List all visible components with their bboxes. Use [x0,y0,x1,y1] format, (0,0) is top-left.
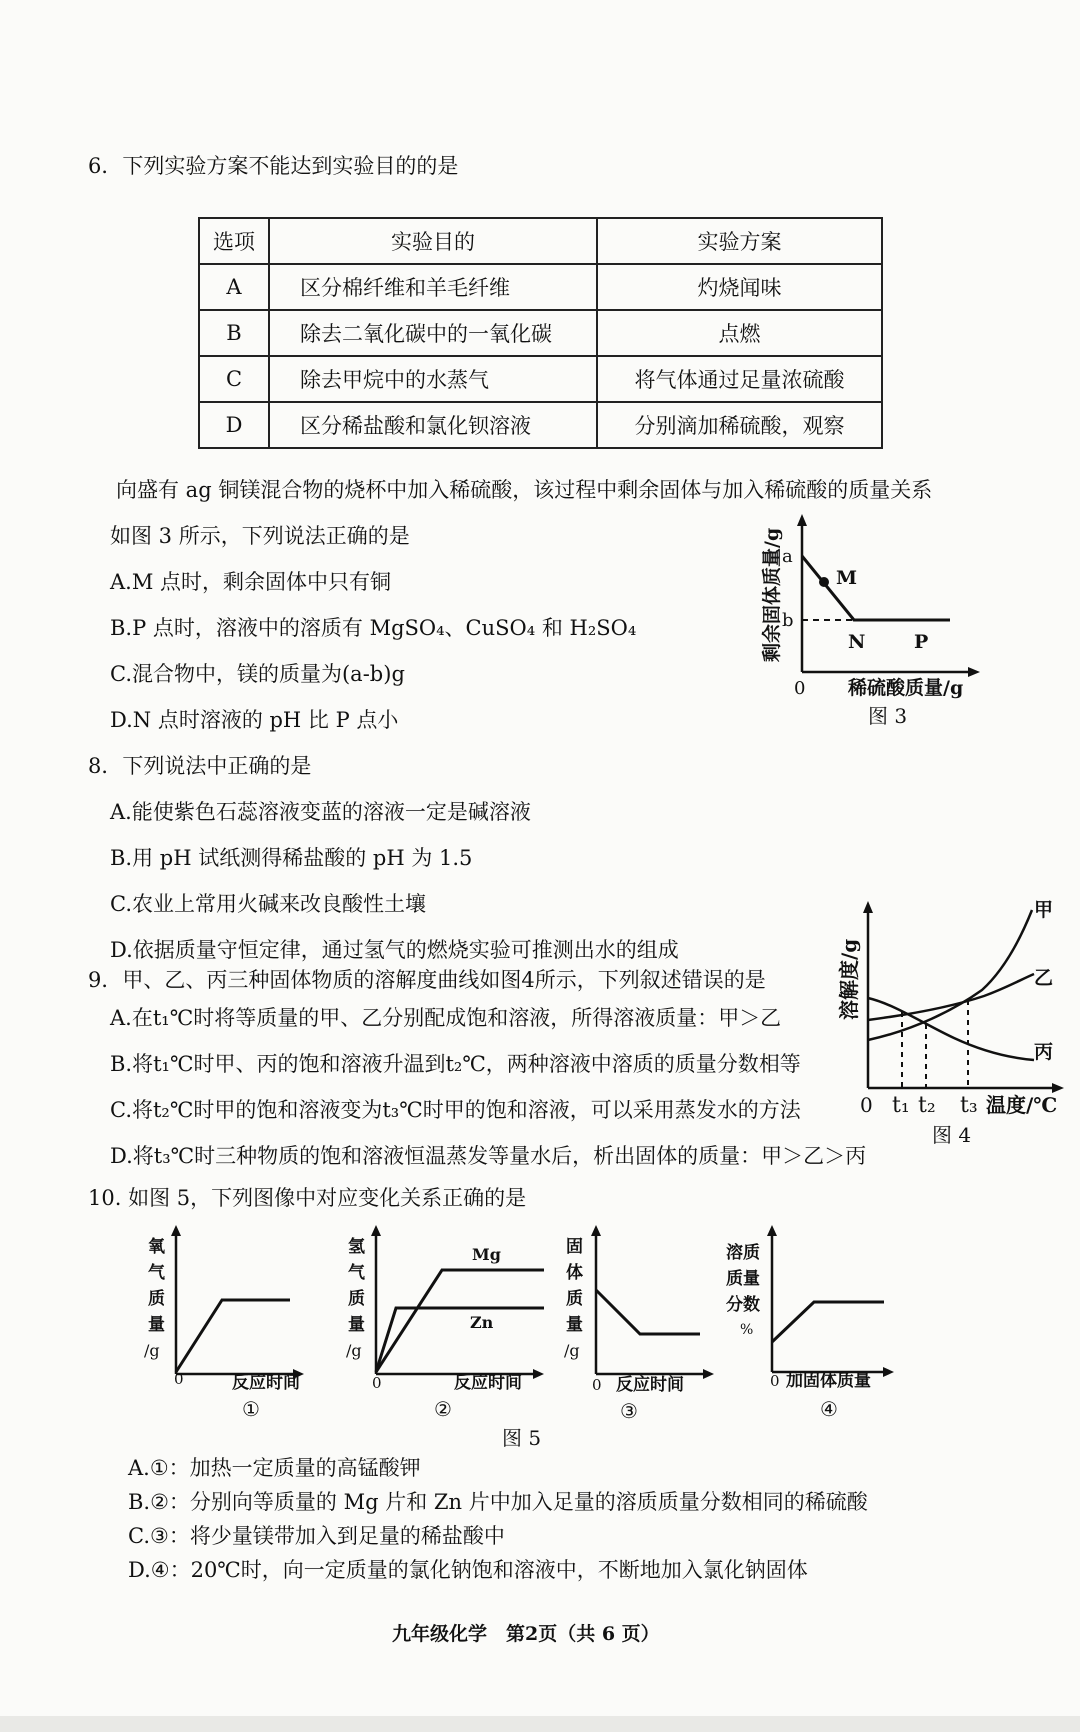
row-plan: 点燃 [597,310,882,356]
figure-caption: 图 4 [932,1123,972,1147]
row-plan: 分别滴加稀硫酸，观察 [597,402,882,448]
x-axis-label: 温度/℃ [986,1093,1058,1117]
origin-label: 0 [372,1374,382,1392]
label-m: M [836,567,858,589]
scan-bottom-edge [0,1716,1080,1732]
y-label-char: 气 [148,1263,165,1283]
label-t1: t₁ [892,1093,910,1118]
q8-stem: 8．下列说法中正确的是 [88,754,312,778]
table-row [199,356,882,402]
y-label-char: 固 [566,1237,583,1257]
table-row [199,402,882,448]
q9-stem: 9．甲、乙、丙三种固体物质的溶解度曲线如图4所示，下列叙述错误的是 [88,968,766,992]
row-purpose: 区分稀盐酸和氯化钡溶液 [269,402,597,448]
header-purpose: 实验目的 [269,218,597,264]
x-axis-label: 稀硫酸质量/g [848,677,964,699]
zn-curve [376,1308,544,1372]
y-axis-arrow [767,1225,777,1236]
x-axis-arrow [1052,1083,1064,1093]
row-purpose: 除去二氧化碳中的一氧化碳 [269,310,597,356]
q10-stem: 10. 如图 5，下列图像中对应变化关系正确的是 [88,1186,527,1210]
label-a: a [782,546,793,567]
y-label-char: 量 [348,1315,365,1335]
x-axis-label: 加固体质量 [786,1371,871,1391]
y-label-unit: /g [144,1341,160,1360]
y-label-line: 质量 [726,1269,760,1289]
q7-option-c: C.混合物中，镁的质量为(a-b)g [110,662,405,686]
y-label-char: 量 [566,1315,583,1335]
origin-label: 0 [770,1372,780,1390]
x-axis-arrow [703,1369,714,1379]
q7-option-d: D.N 点时溶液的 pH 比 P 点小 [110,708,399,732]
row-purpose: 除去甲烷中的水蒸气 [269,356,597,402]
table-row [199,264,882,310]
q10-option-c: C.③：将少量镁带加入到足量的稀盐酸中 [128,1524,505,1548]
label-bing: 丙 [1034,1041,1054,1063]
y-label-unit: % [740,1322,754,1338]
row-option: C [199,356,269,402]
graph-number: ③ [620,1399,638,1422]
y-label-char: 质 [148,1289,165,1309]
y-label-unit: /g [564,1341,580,1360]
figure-3 [742,512,982,730]
point-m [819,577,829,587]
q10-option-b: B.②：分别向等质量的 Mg 片和 Zn 片中加入足量的溶质质量分数相同的稀硫酸 [128,1490,868,1514]
label-p: P [914,631,929,653]
mass-fraction-curve [772,1302,884,1342]
x-axis-arrow [968,667,980,677]
solid-mass-curve [596,1290,700,1334]
y-label-char: 质 [348,1289,365,1309]
y-label-char: 氢 [348,1237,365,1257]
q7-option-b: B.P 点时，溶液中的溶质有 MgSO₄、CuSO₄ 和 H₂SO₄ [110,616,637,640]
x-axis-label: 反应时间 [232,1373,300,1393]
row-option: B [199,310,269,356]
q8-option-c: C.农业上常用火碱来改良酸性土壤 [110,892,426,916]
graph-number: ④ [820,1397,838,1421]
curve-jia [868,910,1032,1040]
label-n: N [848,631,866,653]
header-option: 选项 [199,218,269,264]
q6-table [198,217,883,449]
q8-option-d: D.依据质量守恒定律，通过氢气的燃烧实验可推测出水的组成 [110,938,679,962]
q9-option-b: B.将t₁℃时甲、丙的饱和溶液升温到t₂℃，两种溶液中溶质的质量分数相等 [110,1052,801,1076]
q7-option-a: A.M 点时，剩余固体中只有铜 [110,570,392,594]
label-t3: t₃ [960,1093,978,1118]
q7-stem-line1: 向盛有 ag 铜镁混合物的烧杯中加入稀硫酸，该过程中剩余固体与加入稀硫酸的质量关系 [116,478,933,502]
y-axis-arrow [863,901,873,913]
q9-option-a: A.在t₁℃时将等质量的甲、乙分别配成饱和溶液，所得溶液质量：甲＞乙 [110,1006,782,1030]
table-row [199,310,882,356]
graph-2 [340,1222,550,1422]
y-label-char: 质 [566,1289,583,1309]
q8-option-a: A.能使紫色石蕊溶液变蓝的溶液一定是碱溶液 [110,800,531,824]
x-axis-arrow [883,1367,894,1377]
origin-label: 0 [794,678,806,699]
y-label-line: 分数 [726,1295,760,1315]
row-option: A [199,264,269,310]
q6-stem: 6．下列实验方案不能达到实验目的的是 [88,154,459,178]
y-axis-label: 剩余固体质量/g [761,527,783,662]
figure-5-caption: 图 5 [502,1426,542,1450]
x-axis-label: 反应时间 [616,1375,684,1395]
y-label-char: 体 [566,1263,583,1283]
q9-option-d: D.将t₃℃时三种物质的饱和溶液恒温蒸发等量水后，析出固体的质量：甲＞乙＞丙 [110,1144,867,1168]
figure-4 [834,900,1070,1152]
figure-caption: 图 3 [868,704,908,728]
graph-number: ② [434,1397,452,1421]
x-axis-label: 反应时间 [454,1373,522,1393]
y-axis-label: 溶解度/g [837,938,861,1020]
y-axis-arrow [591,1225,601,1236]
y-label-char: 量 [148,1315,165,1335]
row-plan: 灼烧闻味 [597,264,882,310]
y-axis-arrow [171,1225,181,1236]
y-label-unit: /g [346,1341,362,1360]
q9-option-c: C.将t₂℃时甲的饱和溶液变为t₃℃时甲的饱和溶液，可以采用蒸发水的方法 [110,1098,801,1122]
y-axis-arrow [371,1225,381,1236]
y-axis-arrow [797,514,807,526]
q8-option-b: B.用 pH 试纸测得稀盐酸的 pH 为 1.5 [110,846,473,870]
curve-bing [868,998,1034,1060]
oxygen-curve [176,1300,290,1372]
row-plan: 将气体通过足量浓硫酸 [597,356,882,402]
y-label-char: 气 [348,1263,365,1283]
label-yi: 乙 [1034,967,1054,989]
origin-label: 0 [174,1370,184,1388]
label-mg: Mg [472,1245,501,1264]
q10-option-a: A.①：加热一定质量的高锰酸钾 [128,1456,421,1480]
row-option: D [199,402,269,448]
origin-label: 0 [592,1376,602,1394]
q7-stem-line2: 如图 3 所示，下列说法正确的是 [110,524,410,548]
remaining-solid-curve [802,556,950,620]
label-jia: 甲 [1034,900,1054,921]
graph-number: ① [242,1397,260,1421]
table-header-row [199,218,882,264]
page-footer: 九年级化学 第2页（共 6 页） [392,1623,660,1645]
label-zn: Zn [470,1313,494,1332]
graph-1 [140,1222,310,1422]
mg-curve [376,1270,544,1372]
y-label-char: 氧 [148,1237,165,1257]
label-t2: t₂ [918,1093,936,1118]
row-purpose: 区分棉纤维和羊毛纤维 [269,264,597,310]
graph-4 [720,1222,900,1422]
curve-yi [868,974,1034,1020]
graph-3 [560,1222,720,1422]
header-plan: 实验方案 [597,218,882,264]
q10-option-d: D.④：20℃时，向一定质量的氯化钠饱和溶液中，不断地加入氯化钠固体 [128,1558,808,1582]
x-axis-arrow [533,1369,544,1379]
label-b: b [782,610,794,631]
origin-label: 0 [860,1093,873,1117]
y-label-line: 溶质 [726,1243,760,1263]
